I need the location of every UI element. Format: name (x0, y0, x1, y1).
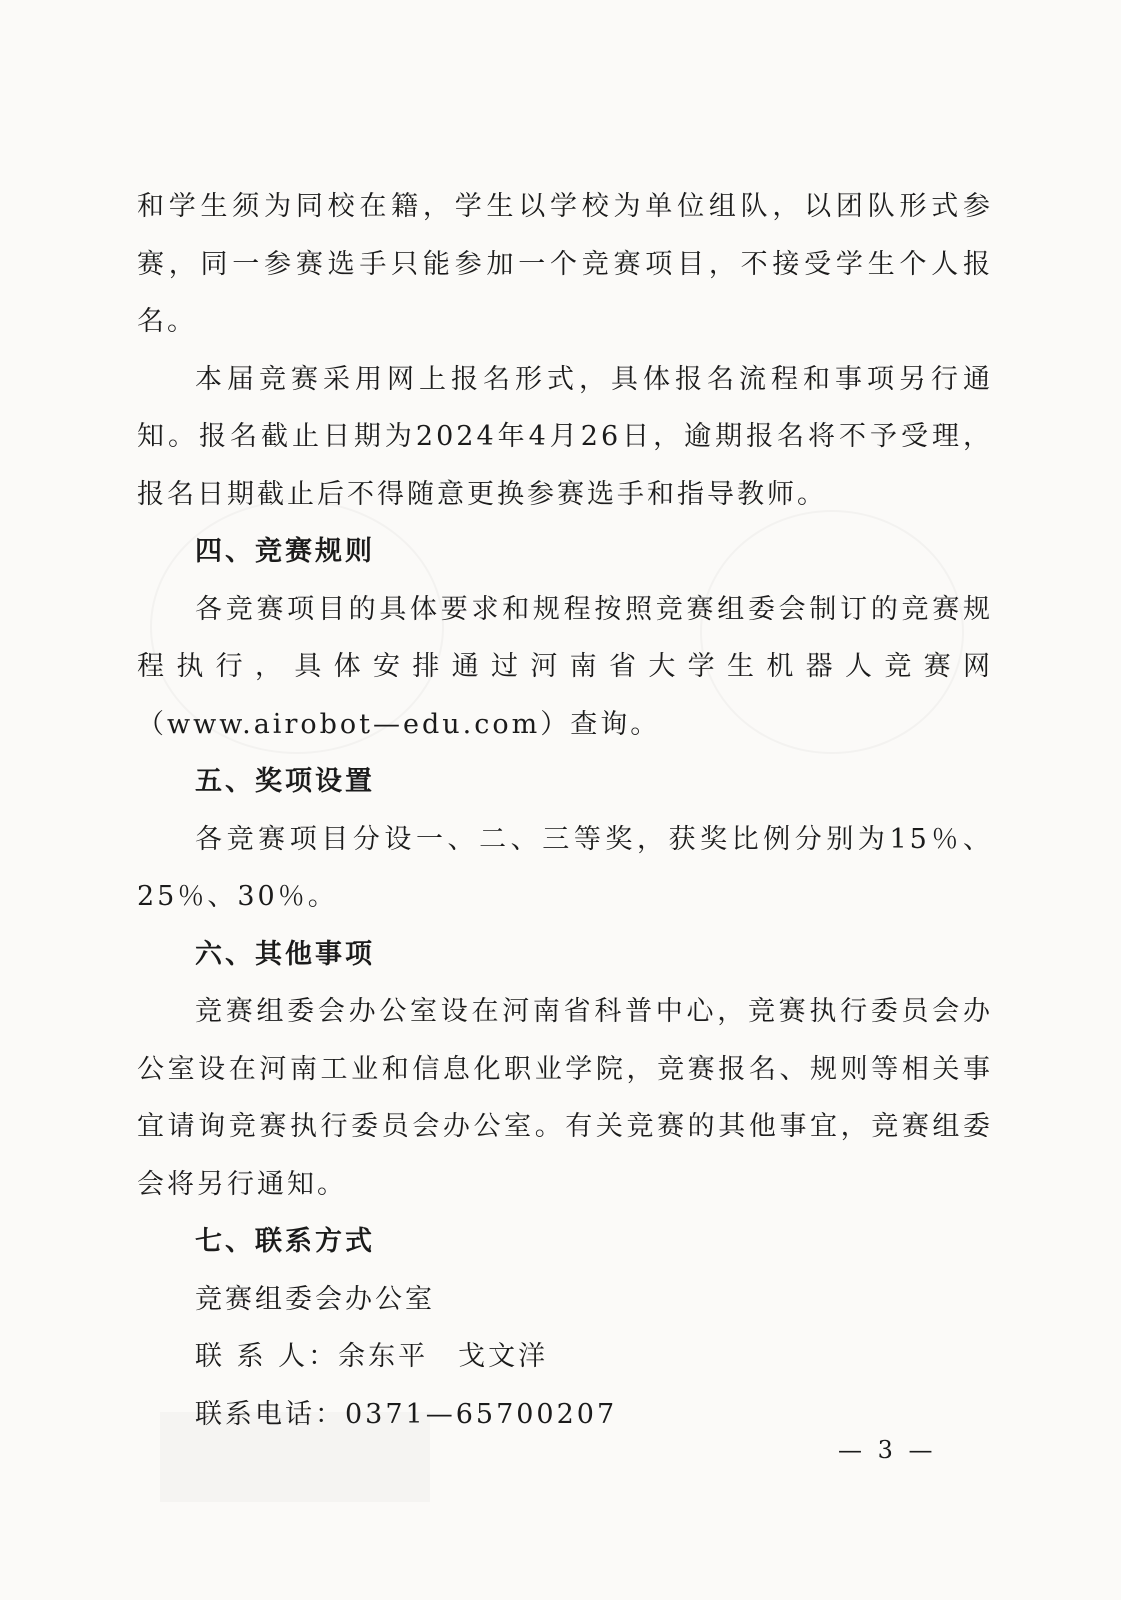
paragraph-eligibility: 和学生须为同校在籍，学生以学校为单位组队，以团队形式参赛，同一参赛选手只能参加一个竞赛项目，不接受学生个人报名。 (137, 191, 993, 337)
heading-awards: 五、奖项设置 (195, 766, 375, 797)
contact-office: 竞赛组委会办公室 (195, 1283, 435, 1315)
paragraph-registration: 本届竞赛采用网上报名形式，具体报名流程和事项另行通知。报名截止日期为2024年4月26日，逾期报名将不予受理，报名日期截止后不得随意更换参赛选手和指导教师。 (137, 363, 993, 510)
paragraph-awards: 各竞赛项目分设一、二、三等奖，获奖比例分别为15％、25％、30％。 (137, 823, 993, 912)
paragraph-other-matters: 竞赛组委会办公室设在河南省科普中心，竞赛执行委员会办公室设在河南工业和信息化职业学院，竞赛报名、规则等相关事宜请询竞赛执行委员会办公室。有关竞赛的其他事宜，竞赛组委会将另行通知。 (137, 996, 993, 1200)
heading-rules: 四、竞赛规则 (195, 536, 375, 567)
heading-other-matters: 六、其他事项 (195, 938, 375, 970)
heading-contact: 七、联系方式 (195, 1226, 375, 1257)
paragraph-rules: 各竞赛项目的具体要求和规程按照竞赛组委会制订的竞赛规程执行，具体安排通过河南省大学生机器人竞赛网（www.airobot—edu.com）查询。 (137, 593, 993, 740)
page-number: — 3 — (838, 1436, 937, 1464)
contact-phone: 联系电话：0371—65700207 (195, 1398, 618, 1430)
contact-person: 联 系 人：余东平 戈文洋 (195, 1341, 549, 1372)
document-body (137, 178, 993, 1443)
